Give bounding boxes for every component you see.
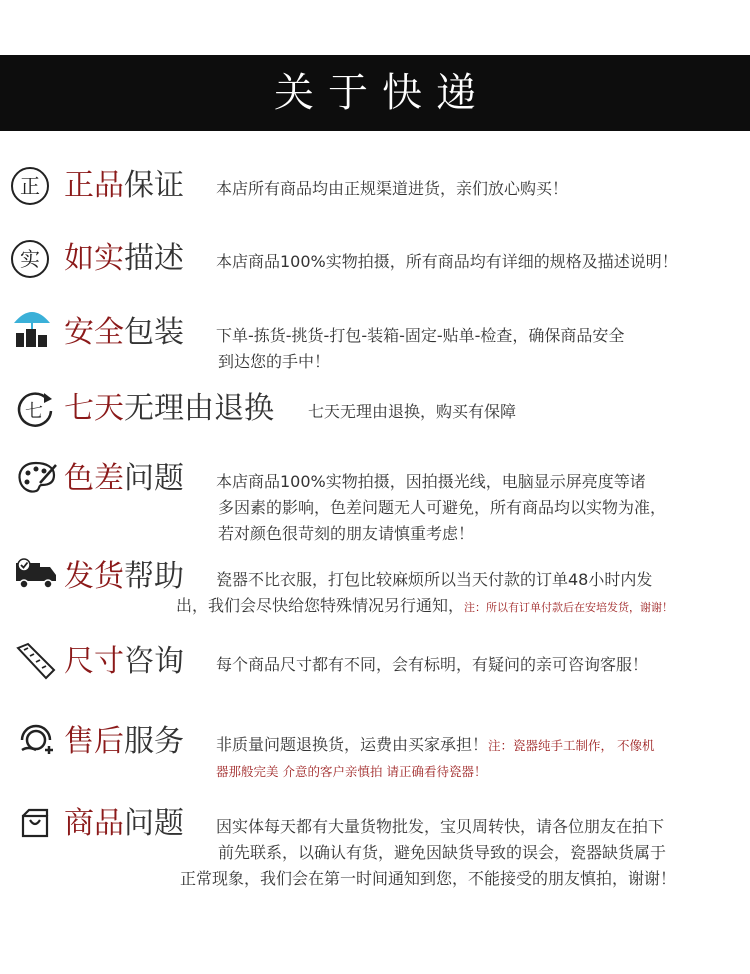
section-title: 商品问题 bbox=[64, 806, 184, 841]
header-banner bbox=[0, 55, 750, 131]
section-color bbox=[0, 455, 750, 550]
after-sale-note-continued: 器那般完美 介意的客户亲慎拍 请正确看待瓷器！ bbox=[216, 764, 487, 779]
delivery-truck-icon bbox=[14, 557, 58, 591]
section-text: 瓷器不比衣服，打包比较麻烦所以当天付款的订单48小时内发 bbox=[216, 570, 653, 589]
section-text: 正常现象，我们会在第一时间通知到您，不能接受的朋友慎拍，谢谢！ bbox=[180, 869, 677, 888]
section-title: 色差问题 bbox=[64, 461, 184, 496]
customer-service-icon bbox=[16, 720, 56, 760]
shi-circle-icon bbox=[10, 239, 50, 279]
section-title: 正品保证 bbox=[64, 168, 184, 203]
section-genuine bbox=[0, 160, 750, 210]
palette-icon bbox=[16, 461, 58, 497]
banner-title: 关于快递 bbox=[274, 70, 490, 116]
section-text: 下单-拣货-挑货-打包-装箱-固定-贴单-检查，确保商品安全 到达您的手中！ bbox=[216, 326, 625, 371]
section-product bbox=[0, 800, 750, 900]
shipping-note: 注：所以有订单付款后在安培发货，谢谢！ bbox=[464, 601, 674, 614]
section-safe bbox=[0, 305, 750, 375]
section-text: 每个商品尺寸都有不同，会有标明，有疑问的亲可咨询客服！ bbox=[216, 655, 649, 674]
section-title: 安全包装 bbox=[64, 315, 184, 350]
section-return bbox=[0, 385, 750, 435]
section-size bbox=[0, 640, 750, 690]
svg-text:正: 正 bbox=[20, 174, 40, 198]
section-text: 七天无理由退换，购买有保障 bbox=[308, 402, 517, 421]
section-text: 本店商品100%实物拍摄，所有商品均有详细的规格及描述说明！ bbox=[216, 252, 678, 271]
svg-text:实: 实 bbox=[20, 247, 40, 271]
section-title: 售后服务 bbox=[64, 724, 184, 759]
section-text: 本店所有商品均由正规渠道进货，亲们放心购买！ bbox=[216, 179, 569, 198]
svg-text:七: 七 bbox=[25, 401, 43, 422]
section-text: 因实体每天都有大量货物批发，宝贝周转快，请各位朋友在拍下 bbox=[216, 817, 665, 836]
section-title: 七天无理由退换 bbox=[64, 391, 274, 426]
section-text: 前先联系，以确认有货，避免因缺货导致的误会，瓷器缺货属于 bbox=[218, 843, 667, 862]
section-after-sale bbox=[0, 718, 750, 788]
after-sale-note: 注：瓷器纯手工制作， 不像机 bbox=[488, 738, 655, 753]
ruler-icon bbox=[14, 642, 58, 682]
umbrella-package-icon bbox=[12, 307, 52, 351]
section-text: 本店商品100%实物拍摄，因拍摄光线，电脑显示屏亮度等诸 多因素的影响，色差问题无人可避免，所有商品均以实物为准， 若对颜色很苛刻的朋友请慎重考虑！ bbox=[216, 472, 667, 543]
shopping-bag-icon bbox=[20, 808, 50, 840]
section-shipping bbox=[0, 555, 750, 625]
section-text: 出，我们会尽快给您特殊情况另行通知，注：所以有订单付款后在安培发货，谢谢！ bbox=[176, 596, 674, 615]
seven-day-return-icon bbox=[14, 389, 56, 431]
section-text: 非质量问题退换货，运费由买家承担！注：瓷器纯手工制作， 不像机 器那般完美 介意的客户亲慎拍 请正确看待瓷器！ bbox=[216, 732, 655, 785]
section-title: 尺寸咨询 bbox=[64, 644, 184, 679]
section-title: 如实描述 bbox=[64, 241, 184, 276]
section-real bbox=[0, 233, 750, 283]
zheng-circle-icon bbox=[10, 166, 50, 206]
section-title: 发货帮助 bbox=[64, 559, 184, 594]
